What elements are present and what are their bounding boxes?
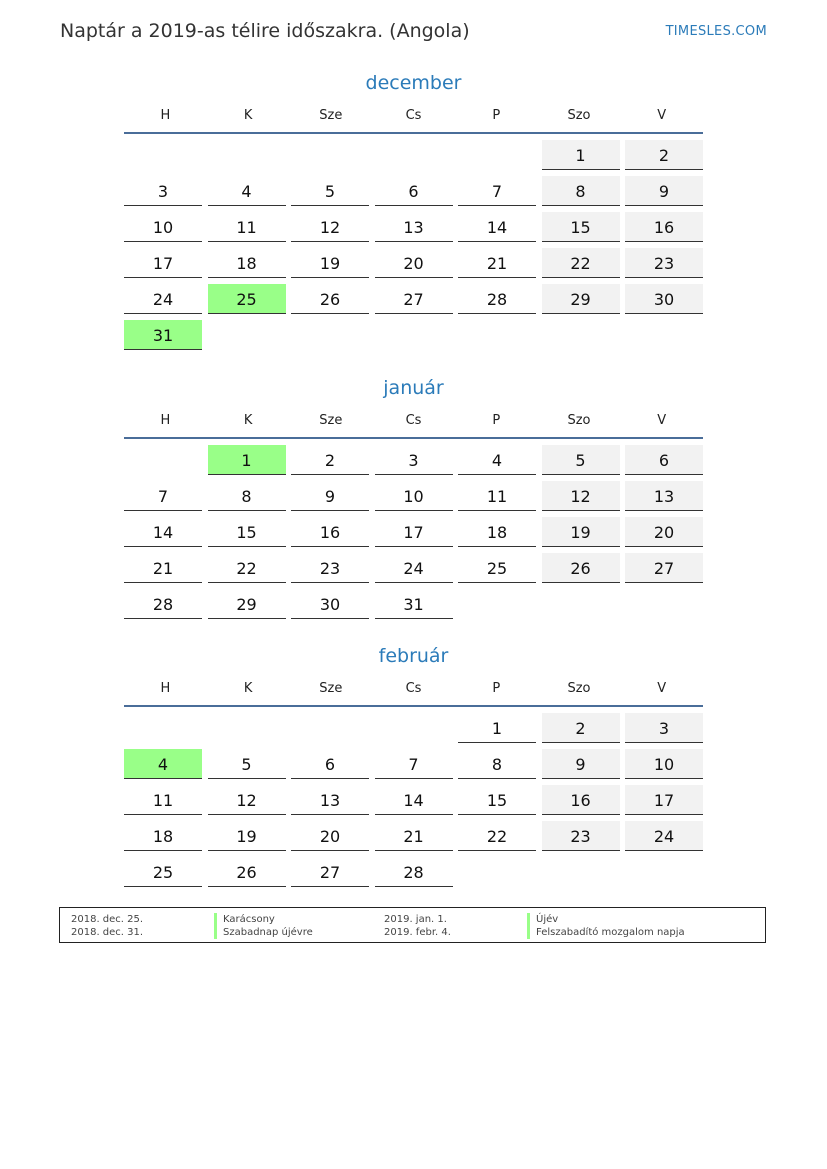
day-cell: 5 bbox=[208, 749, 286, 779]
day-cell: 20 bbox=[375, 248, 453, 278]
empty-day-cell bbox=[458, 589, 536, 619]
day-cell: 8 bbox=[458, 749, 536, 779]
day-cell: 5 bbox=[542, 445, 620, 475]
legend-holiday-name: Újév bbox=[527, 913, 558, 926]
weekday-label: K bbox=[243, 108, 253, 123]
weekday-label: Szo bbox=[567, 681, 591, 696]
weekday-label: V bbox=[657, 108, 667, 123]
week-row bbox=[124, 481, 703, 511]
day-cell: 13 bbox=[291, 785, 369, 815]
day-cell: 28 bbox=[458, 284, 536, 314]
day-cell: 21 bbox=[375, 821, 453, 851]
empty-day-cell bbox=[625, 320, 703, 350]
day-cell: 26 bbox=[291, 284, 369, 314]
legend-holiday-name: Szabadnap újévre bbox=[214, 926, 313, 939]
month-1 bbox=[124, 375, 703, 619]
day-cell: 11 bbox=[124, 785, 202, 815]
weekday-label: Cs bbox=[405, 681, 422, 696]
day-cell: 24 bbox=[625, 821, 703, 851]
day-cell: 1 bbox=[208, 445, 286, 475]
empty-day-cell bbox=[208, 320, 286, 350]
weekday-label: Cs bbox=[405, 413, 422, 428]
day-cell: 21 bbox=[458, 248, 536, 278]
empty-day-cell bbox=[208, 713, 286, 743]
day-cell: 28 bbox=[375, 857, 453, 887]
day-cell: 29 bbox=[208, 589, 286, 619]
day-cell: 3 bbox=[124, 176, 202, 206]
weekday-label: Sze bbox=[319, 108, 343, 123]
day-grid bbox=[124, 713, 703, 887]
empty-day-cell bbox=[625, 589, 703, 619]
day-cell: 10 bbox=[625, 749, 703, 779]
legend-date: 2018. dec. 25. bbox=[71, 914, 144, 925]
day-cell: 25 bbox=[124, 857, 202, 887]
weekday-label: Sze bbox=[319, 413, 343, 428]
month-2 bbox=[124, 643, 703, 887]
day-cell: 7 bbox=[375, 749, 453, 779]
day-cell: 8 bbox=[542, 176, 620, 206]
day-cell: 12 bbox=[542, 481, 620, 511]
day-cell: 4 bbox=[124, 749, 202, 779]
week-row bbox=[124, 589, 703, 619]
day-cell: 8 bbox=[208, 481, 286, 511]
empty-day-cell bbox=[375, 713, 453, 743]
day-cell: 23 bbox=[291, 553, 369, 583]
day-cell: 18 bbox=[208, 248, 286, 278]
weekday-label: H bbox=[160, 413, 171, 428]
day-cell: 16 bbox=[542, 785, 620, 815]
day-cell: 13 bbox=[625, 481, 703, 511]
empty-day-cell bbox=[542, 589, 620, 619]
day-cell: 10 bbox=[124, 212, 202, 242]
day-cell: 16 bbox=[625, 212, 703, 242]
weekday-label: V bbox=[657, 681, 667, 696]
week-row bbox=[124, 320, 703, 350]
day-cell: 21 bbox=[124, 553, 202, 583]
day-cell: 20 bbox=[625, 517, 703, 547]
day-cell: 17 bbox=[375, 517, 453, 547]
weekday-label: K bbox=[243, 413, 253, 428]
weekday-label: Cs bbox=[405, 108, 422, 123]
day-cell: 5 bbox=[291, 176, 369, 206]
day-grid bbox=[124, 140, 703, 350]
legend-holiday-name: Karácsony bbox=[214, 913, 275, 926]
day-cell: 15 bbox=[458, 785, 536, 815]
day-cell: 18 bbox=[124, 821, 202, 851]
day-cell: 26 bbox=[542, 553, 620, 583]
week-row bbox=[124, 212, 703, 242]
weekday-label: H bbox=[160, 681, 171, 696]
weekday-label: Szo bbox=[567, 108, 591, 123]
day-cell: 20 bbox=[291, 821, 369, 851]
day-cell: 22 bbox=[542, 248, 620, 278]
day-cell: 4 bbox=[208, 176, 286, 206]
week-row bbox=[124, 821, 703, 851]
day-cell: 22 bbox=[458, 821, 536, 851]
day-cell: 25 bbox=[458, 553, 536, 583]
weekday-header bbox=[124, 681, 703, 699]
month-title: február bbox=[378, 645, 449, 667]
legend-date: 2019. febr. 4. bbox=[384, 927, 451, 938]
holiday-legend bbox=[59, 907, 766, 943]
page-title: Naptár a 2019-as télire időszakra. (Angola) bbox=[60, 20, 470, 42]
header-divider bbox=[124, 705, 703, 707]
empty-day-cell bbox=[375, 320, 453, 350]
day-cell: 30 bbox=[291, 589, 369, 619]
week-row bbox=[124, 140, 703, 170]
day-cell: 1 bbox=[542, 140, 620, 170]
day-cell: 17 bbox=[625, 785, 703, 815]
empty-day-cell bbox=[291, 320, 369, 350]
month-0 bbox=[124, 70, 703, 350]
day-cell: 14 bbox=[458, 212, 536, 242]
day-cell: 12 bbox=[291, 212, 369, 242]
day-cell: 11 bbox=[458, 481, 536, 511]
week-row bbox=[124, 517, 703, 547]
legend-date: 2019. jan. 1. bbox=[384, 914, 447, 925]
empty-day-cell bbox=[625, 857, 703, 887]
weekday-header bbox=[124, 413, 703, 431]
month-title: december bbox=[365, 72, 462, 94]
empty-day-cell bbox=[458, 140, 536, 170]
day-cell: 24 bbox=[375, 553, 453, 583]
weekday-label: V bbox=[657, 413, 667, 428]
empty-day-cell bbox=[542, 857, 620, 887]
day-cell: 2 bbox=[291, 445, 369, 475]
legend-row bbox=[60, 913, 765, 926]
day-cell: 2 bbox=[542, 713, 620, 743]
day-cell: 15 bbox=[542, 212, 620, 242]
brand-link[interactable]: TIMESLES.COM bbox=[665, 24, 767, 39]
empty-day-cell bbox=[291, 713, 369, 743]
day-cell: 14 bbox=[124, 517, 202, 547]
header-divider bbox=[124, 437, 703, 439]
week-row bbox=[124, 445, 703, 475]
week-row bbox=[124, 176, 703, 206]
day-cell: 27 bbox=[291, 857, 369, 887]
day-cell: 17 bbox=[124, 248, 202, 278]
day-cell: 29 bbox=[542, 284, 620, 314]
empty-day-cell bbox=[124, 713, 202, 743]
header-divider bbox=[124, 132, 703, 134]
day-cell: 7 bbox=[458, 176, 536, 206]
day-cell: 6 bbox=[625, 445, 703, 475]
day-cell: 9 bbox=[291, 481, 369, 511]
day-cell: 10 bbox=[375, 481, 453, 511]
day-cell: 28 bbox=[124, 589, 202, 619]
day-cell: 19 bbox=[208, 821, 286, 851]
day-cell: 23 bbox=[542, 821, 620, 851]
day-cell: 16 bbox=[291, 517, 369, 547]
empty-day-cell bbox=[124, 445, 202, 475]
day-cell: 19 bbox=[542, 517, 620, 547]
weekday-label: K bbox=[243, 681, 253, 696]
legend-holiday-name: Felszabadító mozgalom napja bbox=[527, 926, 685, 939]
day-cell: 14 bbox=[375, 785, 453, 815]
day-cell: 27 bbox=[625, 553, 703, 583]
month-title: január bbox=[383, 377, 444, 399]
week-row bbox=[124, 749, 703, 779]
empty-day-cell bbox=[124, 140, 202, 170]
week-row bbox=[124, 553, 703, 583]
day-cell: 13 bbox=[375, 212, 453, 242]
legend-row bbox=[60, 926, 765, 939]
day-cell: 31 bbox=[124, 320, 202, 350]
week-row bbox=[124, 713, 703, 743]
day-cell: 12 bbox=[208, 785, 286, 815]
day-cell: 11 bbox=[208, 212, 286, 242]
weekday-label: H bbox=[160, 108, 171, 123]
day-cell: 19 bbox=[291, 248, 369, 278]
day-cell: 4 bbox=[458, 445, 536, 475]
empty-day-cell bbox=[375, 140, 453, 170]
weekday-label: Sze bbox=[319, 681, 343, 696]
day-cell: 25 bbox=[208, 284, 286, 314]
weekday-label: P bbox=[492, 108, 501, 123]
day-cell: 9 bbox=[542, 749, 620, 779]
week-row bbox=[124, 248, 703, 278]
day-cell: 23 bbox=[625, 248, 703, 278]
empty-day-cell bbox=[208, 140, 286, 170]
day-cell: 7 bbox=[124, 481, 202, 511]
empty-day-cell bbox=[458, 857, 536, 887]
week-row bbox=[124, 284, 703, 314]
weekday-label: Szo bbox=[567, 413, 591, 428]
day-cell: 27 bbox=[375, 284, 453, 314]
day-cell: 1 bbox=[458, 713, 536, 743]
day-cell: 3 bbox=[375, 445, 453, 475]
day-grid bbox=[124, 445, 703, 619]
day-cell: 2 bbox=[625, 140, 703, 170]
day-cell: 6 bbox=[375, 176, 453, 206]
day-cell: 3 bbox=[625, 713, 703, 743]
weekday-header bbox=[124, 108, 703, 126]
weekday-label: P bbox=[492, 413, 501, 428]
week-row bbox=[124, 857, 703, 887]
week-row bbox=[124, 785, 703, 815]
day-cell: 18 bbox=[458, 517, 536, 547]
weekday-label: P bbox=[492, 681, 501, 696]
day-cell: 9 bbox=[625, 176, 703, 206]
day-cell: 22 bbox=[208, 553, 286, 583]
day-cell: 30 bbox=[625, 284, 703, 314]
day-cell: 15 bbox=[208, 517, 286, 547]
day-cell: 24 bbox=[124, 284, 202, 314]
empty-day-cell bbox=[458, 320, 536, 350]
empty-day-cell bbox=[542, 320, 620, 350]
day-cell: 31 bbox=[375, 589, 453, 619]
empty-day-cell bbox=[291, 140, 369, 170]
day-cell: 6 bbox=[291, 749, 369, 779]
legend-date: 2018. dec. 31. bbox=[71, 927, 144, 938]
day-cell: 26 bbox=[208, 857, 286, 887]
